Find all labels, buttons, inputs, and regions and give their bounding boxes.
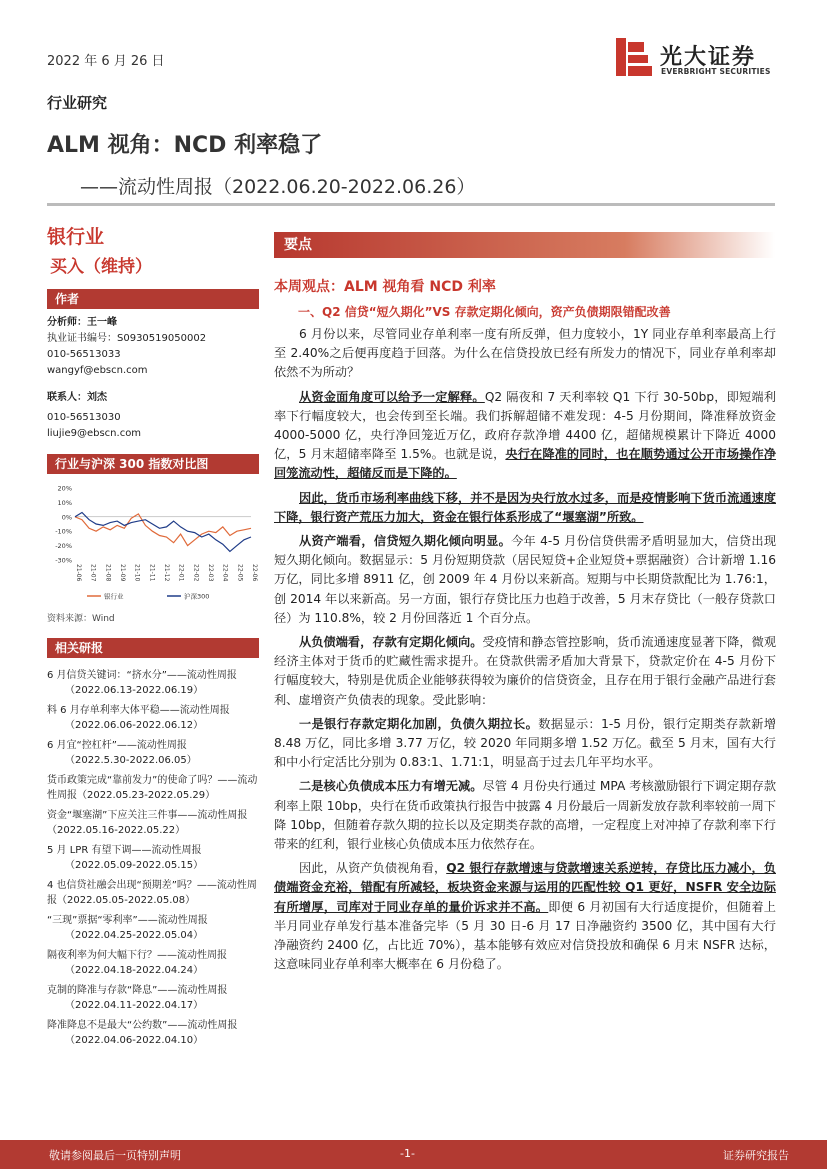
x-tick-label: 21-08 bbox=[104, 564, 112, 582]
page-footer bbox=[0, 1140, 827, 1169]
related-report-date: （2022.5.30-2022.06.05） bbox=[65, 755, 197, 766]
related-report-date: （2022.06.13-2022.06.19） bbox=[65, 685, 204, 696]
related-report-title: 6 月信贷关键词：“挤水分”——流动性周报 bbox=[47, 670, 237, 681]
title-divider bbox=[47, 203, 775, 206]
y-tick-label: 20% bbox=[57, 484, 72, 493]
related-report-item[interactable] bbox=[47, 773, 262, 803]
related-report-title: 6 月宜“控杠杆”——流动性周报 bbox=[47, 740, 187, 751]
paragraph-2: 从资金面角度可以给予一定解释。Q2 隔夜和 7 天利率较 Q1 下行 30-50bp，即短端利率下行幅度较大，也会传到至长端。我们拆解超储不难发现：4-5 月份期间，降准释放资金 4000-5000 亿，央行净回笼近万亿，政府存款净增 4400 亿，超储规模累计下降近 4000 亿，5 月末超储率降至 1.5%。也就是说，央行在降准的同时，也在顺势通过公开市场操作净回笼流动性，超储反而是下降的。 bbox=[274, 389, 777, 481]
report-category: 行业研究 bbox=[47, 94, 108, 112]
related-report-title: 降准降息不是最大“公约数”——流动性周报 bbox=[47, 1020, 238, 1031]
related-report-title: 克制的降准与存款“降息”——流动性周报 bbox=[47, 985, 228, 996]
logo-name: 光大证券 bbox=[660, 45, 757, 70]
report-subtitle: ——流动性周报（2022.06.20-2022.06.26） bbox=[80, 176, 476, 198]
related-report-date: （2022.05.09-2022.05.15） bbox=[65, 860, 204, 871]
view-subtitle: 一、Q2 信贷“短久期化”VS 存款定期化倾向，资产负债期限错配改善 bbox=[298, 305, 671, 319]
analyst-email[interactable]: wangyf@ebscn.com bbox=[47, 365, 148, 376]
x-tick-label: 21-09 bbox=[119, 564, 126, 582]
series-line-csi300 bbox=[75, 513, 251, 552]
footer-disclaimer[interactable]: 敬请参阅最后一页特别声明 bbox=[49, 1149, 181, 1162]
related-report-title: 资金“堰塞湖”下应关注三件事——流动性周报（2022.05.16-2022.05.22） bbox=[47, 810, 248, 836]
legend-label: 银行业 bbox=[104, 592, 124, 601]
related-reports-list bbox=[47, 668, 262, 1053]
x-tick-label: 22-01 bbox=[177, 564, 185, 582]
paragraph-3: 因此，货币市场利率曲线下移，并不是因为央行放水过多，而是疫情影响下货币流通速度下降，银行资产荒压力加大，资金在银行体系形成了“堰塞湖”所致。 bbox=[274, 490, 776, 524]
related-report-item[interactable] bbox=[47, 983, 262, 1013]
related-report-item[interactable] bbox=[47, 878, 262, 908]
y-tick-label: -30% bbox=[55, 556, 72, 565]
paragraph-8: 因此，从资产负债视角看，Q2 银行存款增速与贷款增速关系逆转，存贷比压力减小，负债端资金充裕，错配有所减轻，板块资金来源与运用的匹配性较 Q1 更好，NSFR 安全边际有所增厚，司库对于同业存单的量价诉求并不高。即便 6 月初国有大行适度提价，但随着上半月同业存单发行基本准备完毕（5 月 30 日-6 月 17 日净融资约 3500 亿，其中国有大行净融资约 2400 亿，占比近 70%），基本能够有效应对信贷投放和确保 6 月末 NSFR 达标，这意味同业存单利率大概率在 6 月份稳了。 bbox=[274, 861, 776, 972]
y-tick-label: 10% bbox=[57, 498, 72, 507]
analyst-phone: 010-56513033 bbox=[47, 349, 121, 360]
x-tick-label: 21-10 bbox=[133, 564, 141, 582]
related-report-title: 4 也信贷社融会出现“预期差”吗？——流动性周报（2022.05.05-2022.05.08） bbox=[47, 880, 257, 906]
y-tick-label: 0% bbox=[61, 513, 72, 522]
related-report-item[interactable] bbox=[47, 843, 262, 873]
y-tick-label: -20% bbox=[55, 542, 72, 551]
related-report-date: （2022.06.06-2022.06.12） bbox=[65, 720, 204, 731]
related-report-date: （2022.04.25-2022.05.04） bbox=[65, 930, 204, 941]
related-report-item[interactable] bbox=[47, 738, 262, 768]
x-tick-label: 22-02 bbox=[192, 564, 200, 582]
related-report-date: （2022.04.06-2022.04.10） bbox=[65, 1035, 204, 1046]
series-line-bank bbox=[75, 514, 251, 546]
related-report-item[interactable] bbox=[47, 1018, 262, 1048]
paragraph-5: 从负债端看，存款有定期化倾向。受疫情和静态管控影响，货币流通速度显著下降，微观经济主体对于货币的贮藏性需求提升。在贷款供需矛盾加大背景下，贷款定价在 4-5 月份下行幅度较大，特别是优质企业能够获得较为廉价的信贷资金，且存在用于银行金融产品进行套利、虚增资产负债表的现象。受此影响： bbox=[274, 635, 777, 707]
industry-vs-csi300-chart bbox=[47, 482, 259, 602]
sector-name: 银行业 bbox=[47, 226, 105, 248]
contact-name: 联系人：刘杰 bbox=[47, 392, 107, 403]
rating: 买入（维持） bbox=[50, 257, 152, 277]
company-logo bbox=[616, 38, 786, 80]
related-report-date: （2022.04.18-2022.04.24） bbox=[65, 965, 204, 976]
related-report-date: （2022.04.11-2022.04.17） bbox=[65, 1000, 204, 1011]
page-number: -1- bbox=[400, 1147, 415, 1160]
view-title: 本周观点：ALM 视角看 NCD 利率 bbox=[274, 279, 496, 295]
x-tick-label: 22-05 bbox=[236, 564, 244, 582]
related-report-item[interactable] bbox=[47, 703, 262, 733]
chart-section-header: 行业与沪深 300 指数对比图 bbox=[47, 454, 259, 474]
everbright-logo-icon bbox=[616, 38, 652, 76]
related-report-item[interactable] bbox=[47, 808, 262, 838]
x-tick-label: 22-03 bbox=[207, 564, 214, 582]
x-tick-label: 22-06 bbox=[251, 564, 258, 582]
y-tick-label: -10% bbox=[55, 527, 72, 536]
logo-subtitle: EVERBRIGHT SECURITIES bbox=[661, 67, 771, 76]
related-report-title: 料 6 月存单利率大体平稳——流动性周报 bbox=[47, 705, 230, 716]
related-report-item[interactable] bbox=[47, 668, 262, 698]
legend-label: 沪深300 bbox=[184, 592, 210, 601]
key-points-header: 要点 bbox=[274, 232, 775, 258]
x-tick-label: 22-04 bbox=[221, 564, 229, 582]
x-tick-label: 21-11 bbox=[148, 564, 156, 582]
footer-report-type: 证券研究报告 bbox=[723, 1149, 789, 1162]
report-date: 2022 年 6 月 26 日 bbox=[47, 54, 165, 69]
x-tick-label: 21-07 bbox=[89, 564, 97, 582]
analyst-name: 分析师：王一峰 bbox=[47, 317, 117, 328]
contact-email[interactable]: liujie9@ebscn.com bbox=[47, 428, 142, 439]
related-report-title: “三现”票据“零利率”——流动性周报 bbox=[47, 915, 208, 926]
report-title: ALM 视角：NCD 利率稳了 bbox=[47, 133, 323, 158]
main-body bbox=[274, 325, 776, 980]
paragraph-7: 二是核心负债成本压力有增无减。尽管 4 月份央行通过 MPA 考核激励银行下调定期存款利率上限 10bp，央行在货币政策执行报告中披露 4 月份最后一周新发放存款利率较前一周下降 10bp，但随着存款久期的拉长以及定期类存款的高增，一定程度上对冲掉了存款利率下行带来的红利，银行业核心负债成本压力依然存在。 bbox=[274, 779, 777, 852]
analyst-cert: 执业证书编号：S0930519050002 bbox=[47, 333, 207, 344]
related-section-header: 相关研报 bbox=[47, 638, 259, 658]
chart-source: 资料来源：Wind bbox=[47, 614, 115, 624]
x-tick-label: 21-12 bbox=[163, 564, 170, 582]
related-report-title: 货币政策完成“靠前发力”的使命了吗？——流动性周报（2022.05.23-2022.05.29） bbox=[47, 775, 258, 801]
related-report-title: 5 月 LPR 有望下调——流动性周报 bbox=[47, 845, 202, 856]
paragraph-6: 一是银行存款定期化加剧，负债久期拉长。数据显示：1-5 月份，银行定期类存款新增 8.48 万亿，同比多增 3.77 万亿，较 2020 年同期多增 1.52 万亿。截至 5 月末，国有大行和中小行定活比分别为 0.83:1、1.71:1，明显高于过去几年平均水平。 bbox=[274, 716, 777, 770]
author-section-header: 作者 bbox=[47, 289, 259, 309]
paragraph-4: 从资产端看，信贷短久期化倾向明显。今年 4-5 月份信贷供需矛盾明显加大，信贷出现短久期化倾向。数据显示：5 月份短期贷款（居民短贷+企业短贷+票据融资）合计新增 1.16 万亿，同比多增 8911 亿，创 2009 年 4 月份以来新高。短期与中长期贷款配比为 1.76:1，创 2014 年以来新高。另一方面，银行存贷比压力也趋于改善，5 月末存贷比（一般存贷款口径）为 110.8%，较 2 月份回落近 1 个百分点。 bbox=[274, 534, 777, 625]
related-report-item[interactable] bbox=[47, 948, 262, 978]
related-report-item[interactable] bbox=[47, 913, 262, 943]
related-report-title: 隔夜利率为何大幅下行？——流动性周报 bbox=[47, 950, 227, 961]
paragraph-1: 6 月份以来，尽管同业存单利率一度有所反弹，但力度较小，1Y 同业存单利率最高上行至 2.40%之后便再度趋于回落。为什么在信贷投放已经有所发力的情况下，同业存单利率却依然不为所动？ bbox=[274, 327, 776, 380]
contact-phone: 010-56513030 bbox=[47, 412, 121, 423]
x-tick-label: 21-06 bbox=[75, 564, 82, 582]
